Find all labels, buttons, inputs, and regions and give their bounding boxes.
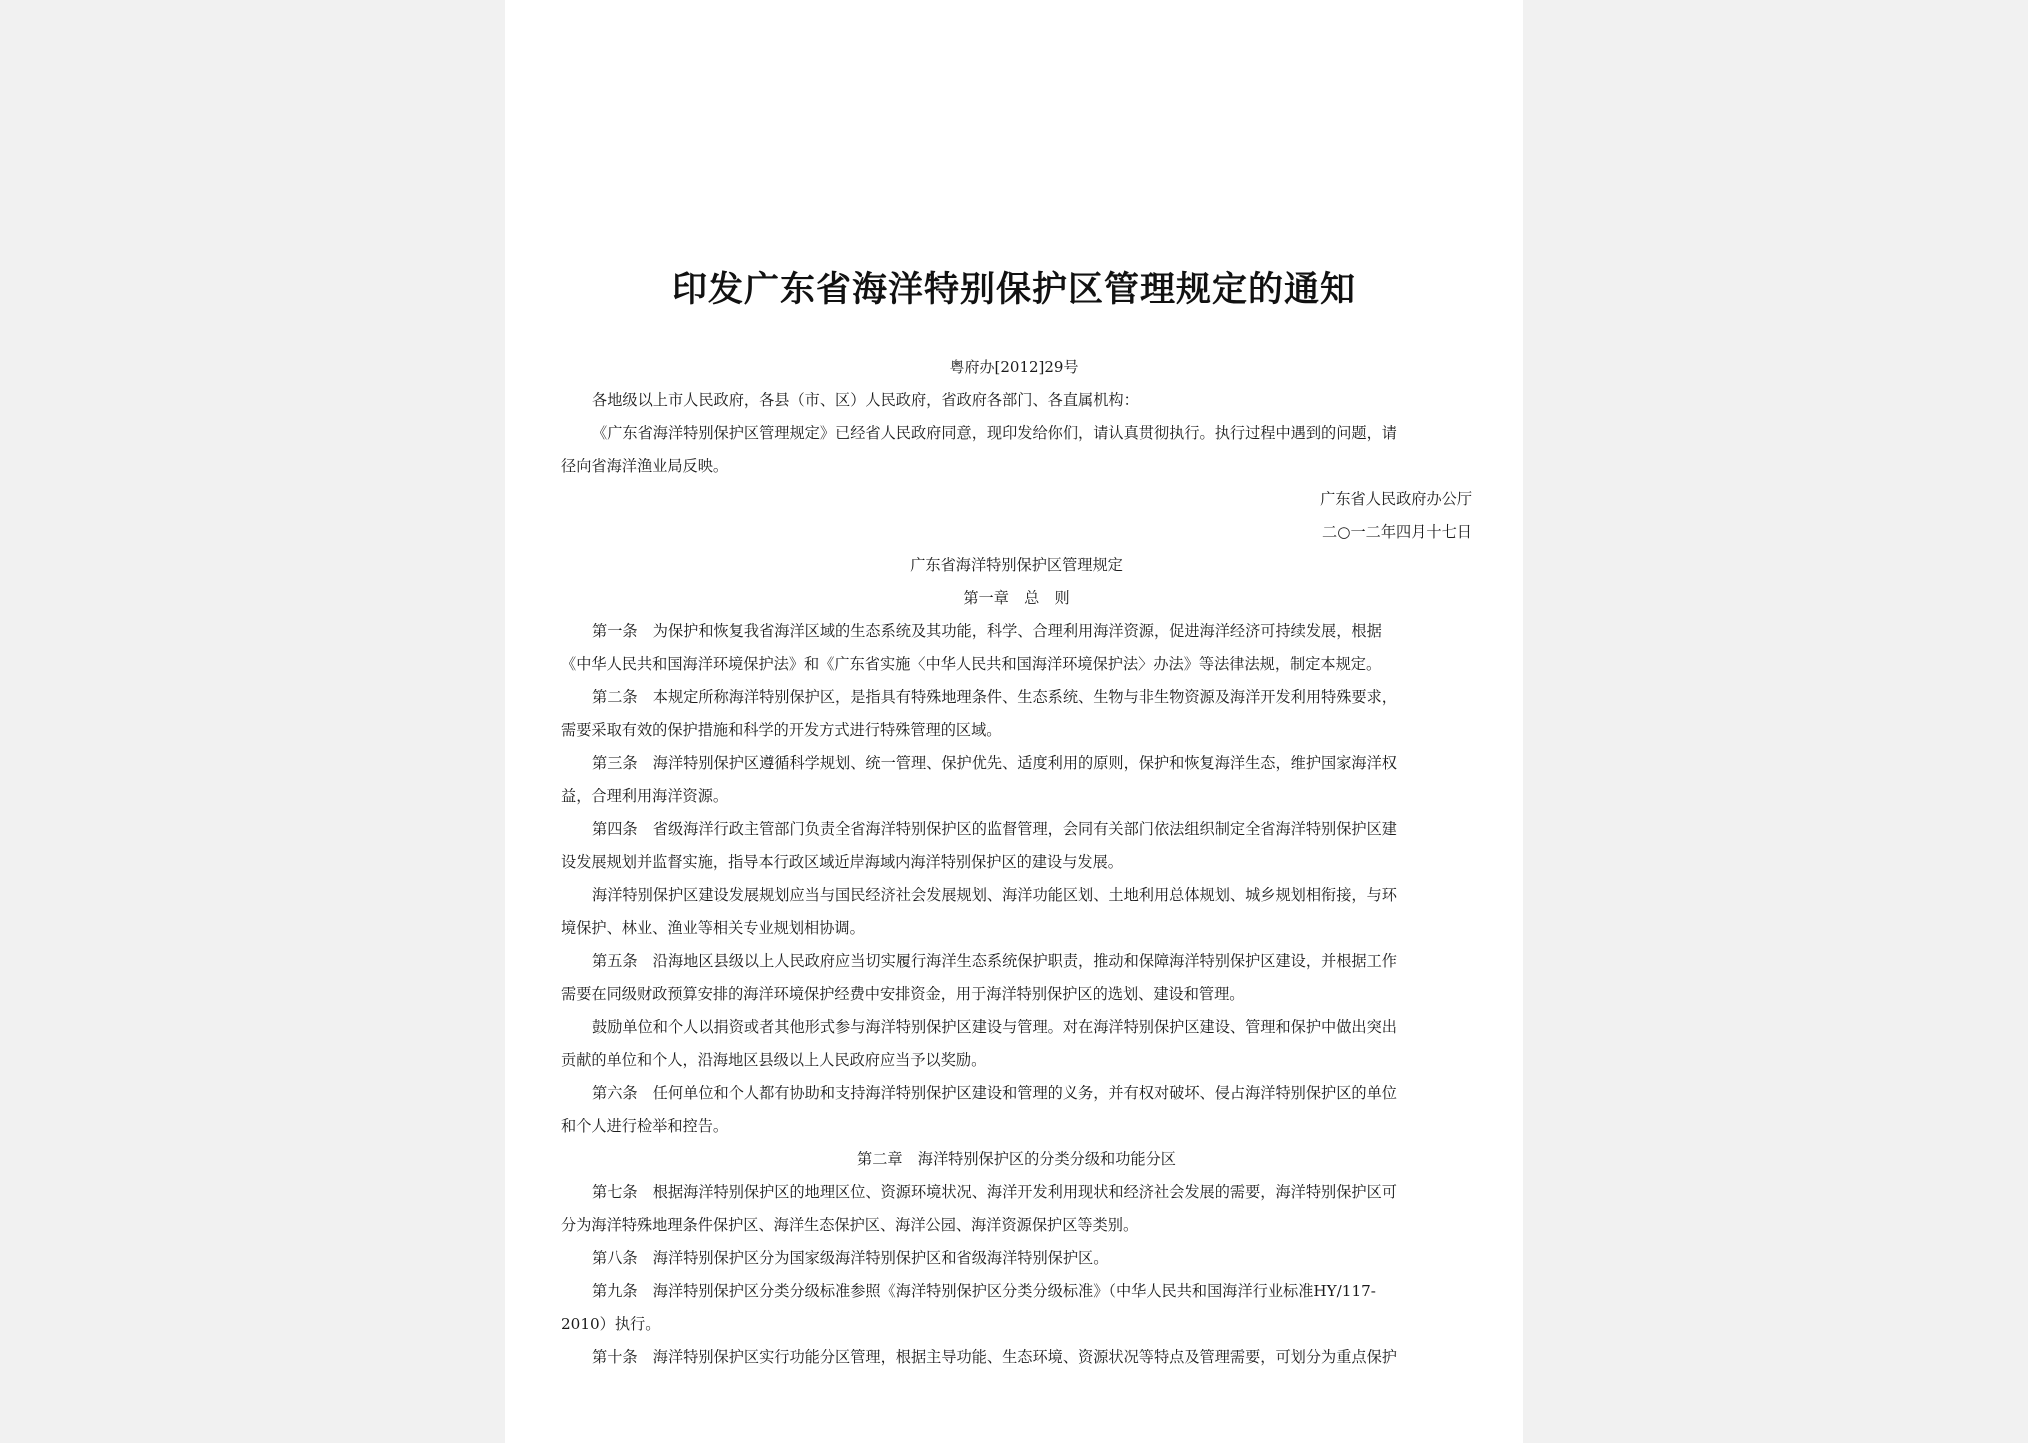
article-line: 设发展规划并监督实施，指导本行政区域近岸海域内海洋特别保护区的建设与发展。 <box>561 853 1123 871</box>
chapter-heading: 第二章 海洋特别保护区的分类分级和功能分区 <box>857 1150 1176 1168</box>
article-line: 第二条 本规定所称海洋特别保护区，是指具有特殊地理条件、生态系统、生物与非生物资源及海洋开发利用特殊要求， <box>592 688 1397 706</box>
notice-body <box>561 384 1472 1374</box>
article-line: 鼓励单位和个人以捐资或者其他形式参与海洋特别保护区建设与管理。对在海洋特别保护区建设、管理和保护中做出突出 <box>592 1018 1397 1036</box>
article-line: 益，合理利用海洋资源。 <box>561 787 729 805</box>
notice-paragraph-line: 径向省海洋渔业局反映。 <box>561 457 729 475</box>
notice-paragraph-line: 《广东省海洋特别保护区管理规定》已经省人民政府同意，现印发给你们，请认真贯彻执行。执行过程中遇到的问题，请 <box>592 424 1397 442</box>
article-line: 第七条 根据海洋特别保护区的地理区位、资源环境状况、海洋开发利用现状和经济社会发展的需要，海洋特别保护区可 <box>592 1183 1397 1201</box>
article-line: 贡献的单位和个人，沿海地区县级以上人民政府应当予以奖励。 <box>561 1051 987 1069</box>
article-line: 海洋特别保护区建设发展规划应当与国民经济社会发展规划、海洋功能区划、土地利用总体规划、城乡规划相衔接，与环 <box>592 886 1397 904</box>
document-title: 印发广东省海洋特别保护区管理规定的通知 <box>671 269 1356 310</box>
article-line: 需要采取有效的保护措施和科学的开发方式进行特殊管理的区域。 <box>561 721 1002 739</box>
article-line: 第十条 海洋特别保护区实行功能分区管理，根据主导功能、生态环境、资源状况等特点及管理需要，可划分为重点保护 <box>592 1348 1397 1366</box>
article-line: 《中华人民共和国海洋环境保护法》和《广东省实施〈中华人民共和国海洋环境保护法〉办法》等法律法规，制定本规定。 <box>561 655 1382 673</box>
regulation-title: 广东省海洋特别保护区管理规定 <box>910 556 1123 574</box>
article-line: 第一条 为保护和恢复我省海洋区域的生态系统及其功能，科学、合理利用海洋资源，促进海洋经济可持续发展，根据 <box>592 622 1382 640</box>
chapter-heading: 第一章 总 则 <box>963 589 1070 607</box>
article-line: 第八条 海洋特别保护区分为国家级海洋特别保护区和省级海洋特别保护区。 <box>592 1249 1109 1267</box>
article-line: 第五条 沿海地区县级以上人民政府应当切实履行海洋生态系统保护职责，推动和保障海洋特别保护区建设，并根据工作 <box>592 952 1397 970</box>
article-line: 2010）执行。 <box>561 1315 661 1333</box>
article-line: 第四条 省级海洋行政主管部门负责全省海洋特别保护区的监督管理，会同有关部门依法组织制定全省海洋特别保护区建 <box>592 820 1397 838</box>
article-line: 和个人进行检举和控告。 <box>561 1117 729 1135</box>
issuer: 广东省人民政府办公厅 <box>1320 490 1472 508</box>
article-line: 分为海洋特殊地理条件保护区、海洋生态保护区、海洋公园、海洋资源保护区等类别。 <box>561 1216 1139 1234</box>
article-line: 第三条 海洋特别保护区遵循科学规划、统一管理、保护优先、适度利用的原则，保护和恢复海洋生态，维护国家海洋权 <box>592 754 1397 772</box>
document-page <box>505 0 1523 1443</box>
issue-date: 二○一二年四月十七日 <box>1322 523 1472 541</box>
document-number: 粤府办[2012]29号 <box>949 358 1079 376</box>
addressee: 各地级以上市人民政府，各县（市、区）人民政府，省政府各部门、各直属机构： <box>592 391 1139 409</box>
article-line: 第六条 任何单位和个人都有协助和支持海洋特别保护区建设和管理的义务，并有权对破坏、侵占海洋特别保护区的单位 <box>592 1084 1397 1102</box>
article-line: 第九条 海洋特别保护区分类分级标准参照《海洋特别保护区分类分级标准》（中华人民共和国海洋行业标准HY/117- <box>592 1282 1376 1300</box>
article-line: 需要在同级财政预算安排的海洋环境保护经费中安排资金，用于海洋特别保护区的选划、建设和管理。 <box>561 985 1245 1003</box>
article-line: 境保护、林业、渔业等相关专业规划相协调。 <box>561 919 865 937</box>
